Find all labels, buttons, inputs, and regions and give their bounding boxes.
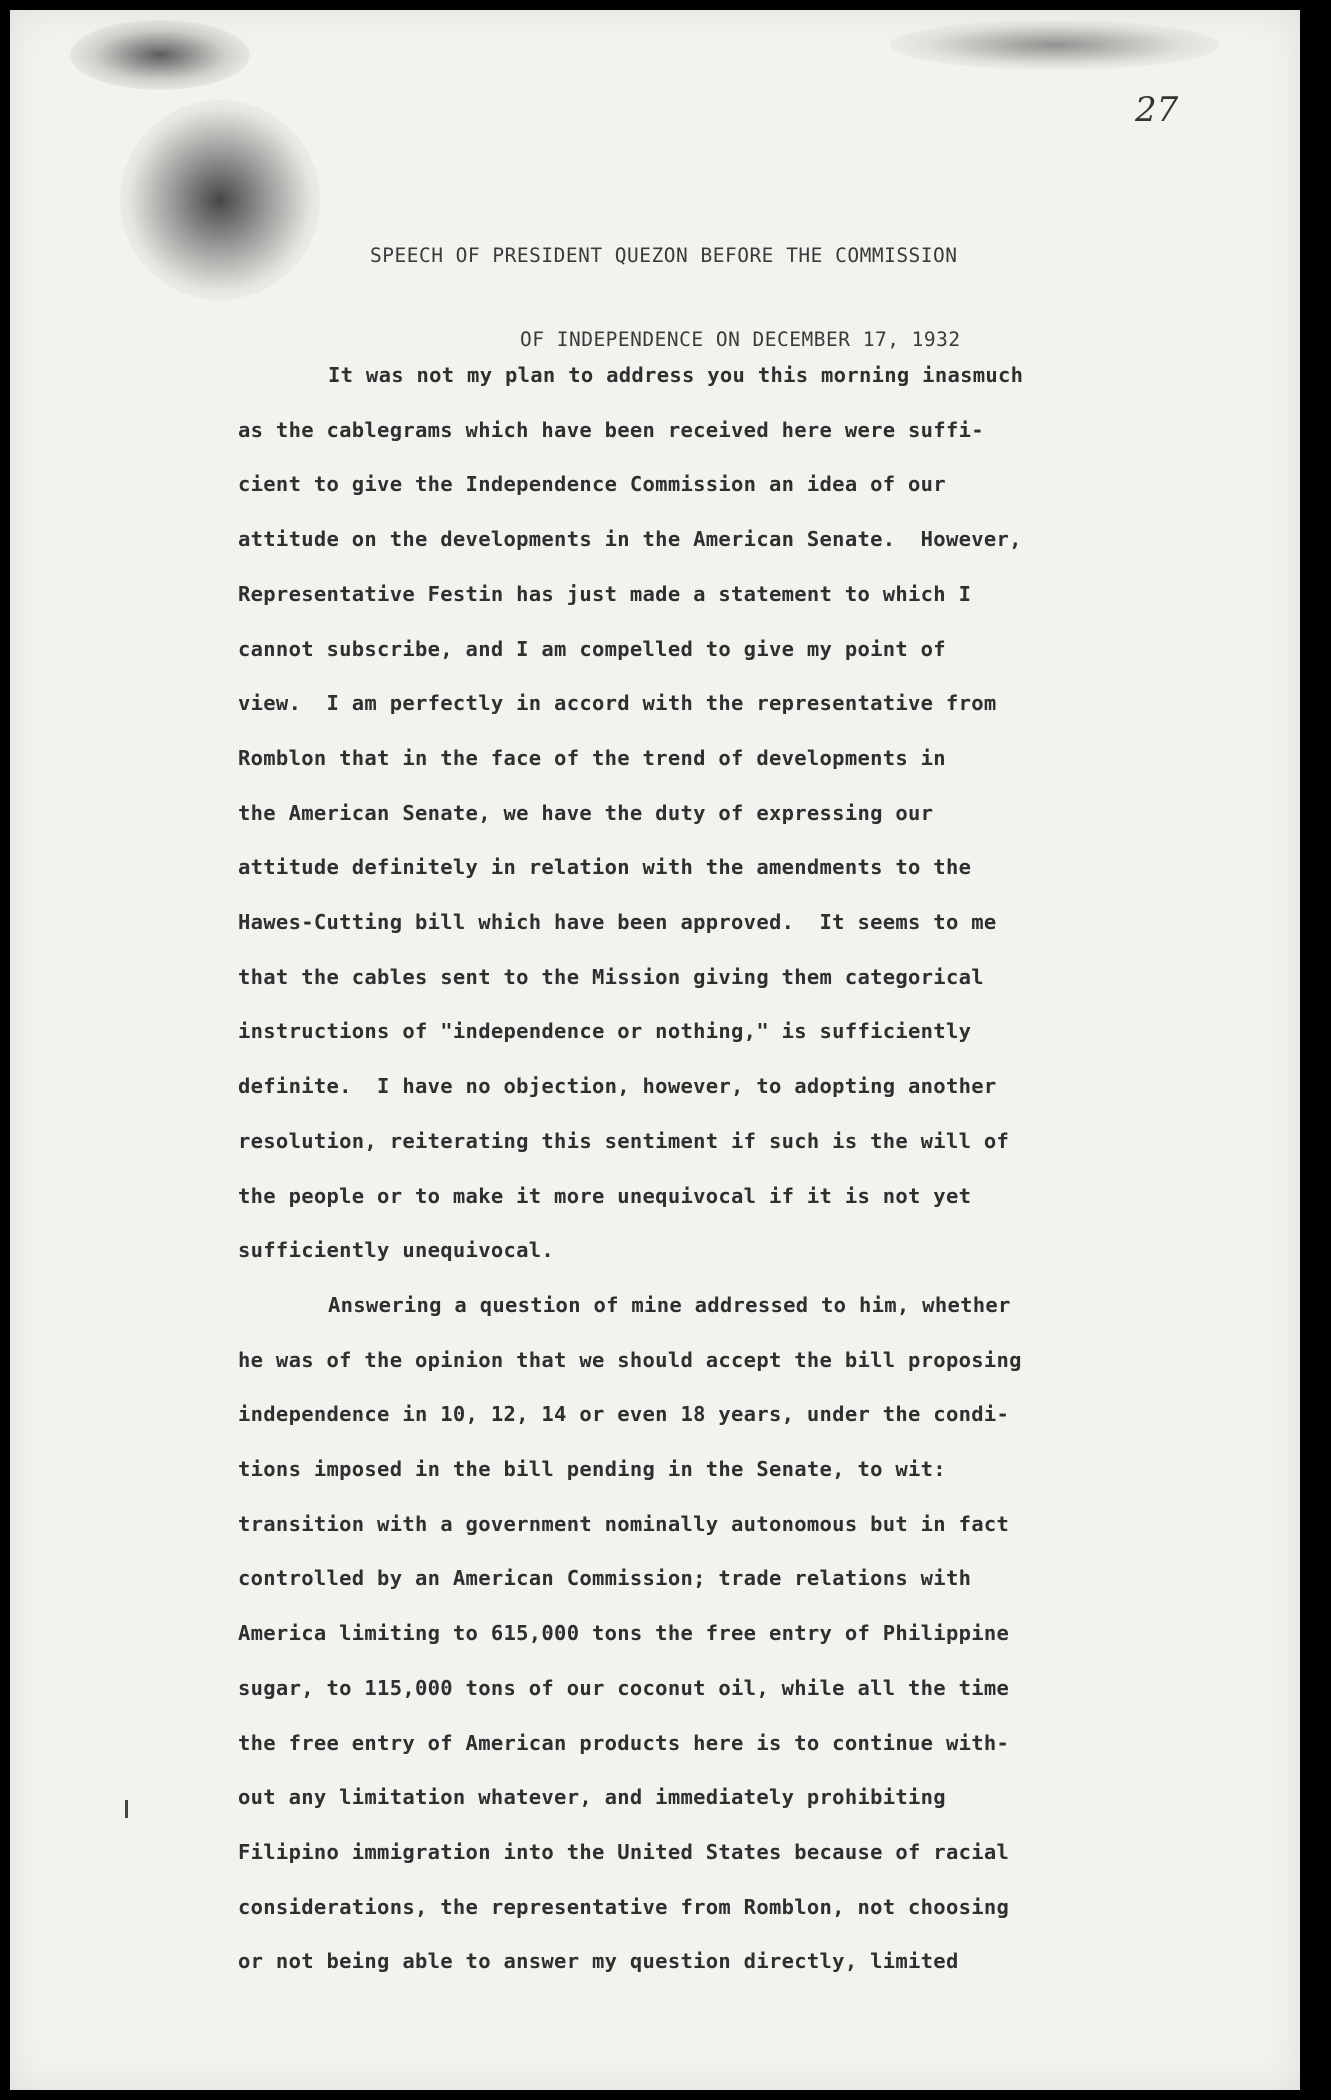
text-line: controlled by an American Commission; trade relations with bbox=[238, 1566, 972, 1591]
text-line: transition with a government nominally autonomous but in fact bbox=[238, 1511, 1010, 1536]
ink-smudge bbox=[70, 20, 250, 90]
text-line: cannot subscribe, and I am compelled to give my point of bbox=[238, 636, 946, 661]
text-line: Representative Festin has just made a statement to which I bbox=[238, 581, 972, 606]
text-line: or not being able to answer my question directly, limited bbox=[238, 1949, 959, 1974]
text-line: he was of the opinion that we should accept the bill proposing bbox=[238, 1347, 1022, 1372]
text-line: considerations, the representative from Romblon, not choosing bbox=[238, 1894, 1010, 1919]
text-line: resolution, reiterating this sentiment if such is the will of bbox=[238, 1128, 1010, 1153]
paragraph bbox=[238, 1278, 1208, 1989]
text-line: that the cables sent to the Mission giving them categorical bbox=[238, 964, 984, 989]
ink-stain bbox=[120, 100, 320, 300]
text-line: sufficiently unequivocal. bbox=[238, 1238, 555, 1263]
text-line: definite. I have no objection, however, to adopting another bbox=[238, 1074, 997, 1099]
text-line: tions imposed in the bill pending in the Senate, to wit: bbox=[238, 1457, 946, 1482]
text-line: Filipino immigration into the United States because of racial bbox=[238, 1839, 1010, 1864]
page-number: 27 bbox=[1135, 90, 1179, 130]
text-line: Hawes-Cutting bill which have been approved. It seems to me bbox=[238, 910, 997, 935]
text-line: independence in 10, 12, 14 or even 18 years, under the condi- bbox=[238, 1402, 1010, 1427]
title-line: SPEECH OF PRESIDENT QUEZON BEFORE THE COMMISSION bbox=[370, 244, 958, 267]
document-page bbox=[10, 10, 1300, 2090]
ink-smudge bbox=[890, 20, 1220, 70]
text-line: view. I am perfectly in accord with the representative from bbox=[238, 691, 997, 716]
text-line: as the cablegrams which have been received here were suffi- bbox=[238, 417, 984, 442]
text-line: the people or to make it more unequivocal if it is not yet bbox=[238, 1183, 972, 1208]
paragraph bbox=[238, 348, 1208, 1278]
text-line: the American Senate, we have the duty of expressing our bbox=[238, 800, 934, 825]
text-line: instructions of "independence or nothing," is sufficiently bbox=[238, 1019, 972, 1044]
document-body bbox=[238, 348, 1208, 1989]
text-line: Answering a question of mine addressed to him, whether bbox=[328, 1292, 1011, 1317]
scan-border bbox=[1311, 0, 1331, 2100]
text-line: cient to give the Independence Commission an idea of our bbox=[238, 472, 946, 497]
text-line: Romblon that in the face of the trend of developments in bbox=[238, 745, 946, 770]
margin-mark bbox=[125, 1800, 128, 1818]
title-line: OF INDEPENDENCE ON DECEMBER 17, 1932 bbox=[520, 328, 961, 351]
text-line: attitude definitely in relation with the amendments to the bbox=[238, 855, 972, 880]
text-line: out any limitation whatever, and immediately prohibiting bbox=[238, 1785, 946, 1810]
text-line: America limiting to 615,000 tons the free entry of Philippine bbox=[238, 1621, 1010, 1646]
text-line: the free entry of American products here is to continue with- bbox=[238, 1730, 1010, 1755]
text-line: sugar, to 115,000 tons of our coconut oil, while all the time bbox=[238, 1675, 1010, 1700]
text-line: attitude on the developments in the American Senate. However, bbox=[238, 527, 1022, 552]
text-line: It was not my plan to address you this morning inasmuch bbox=[328, 363, 1024, 387]
